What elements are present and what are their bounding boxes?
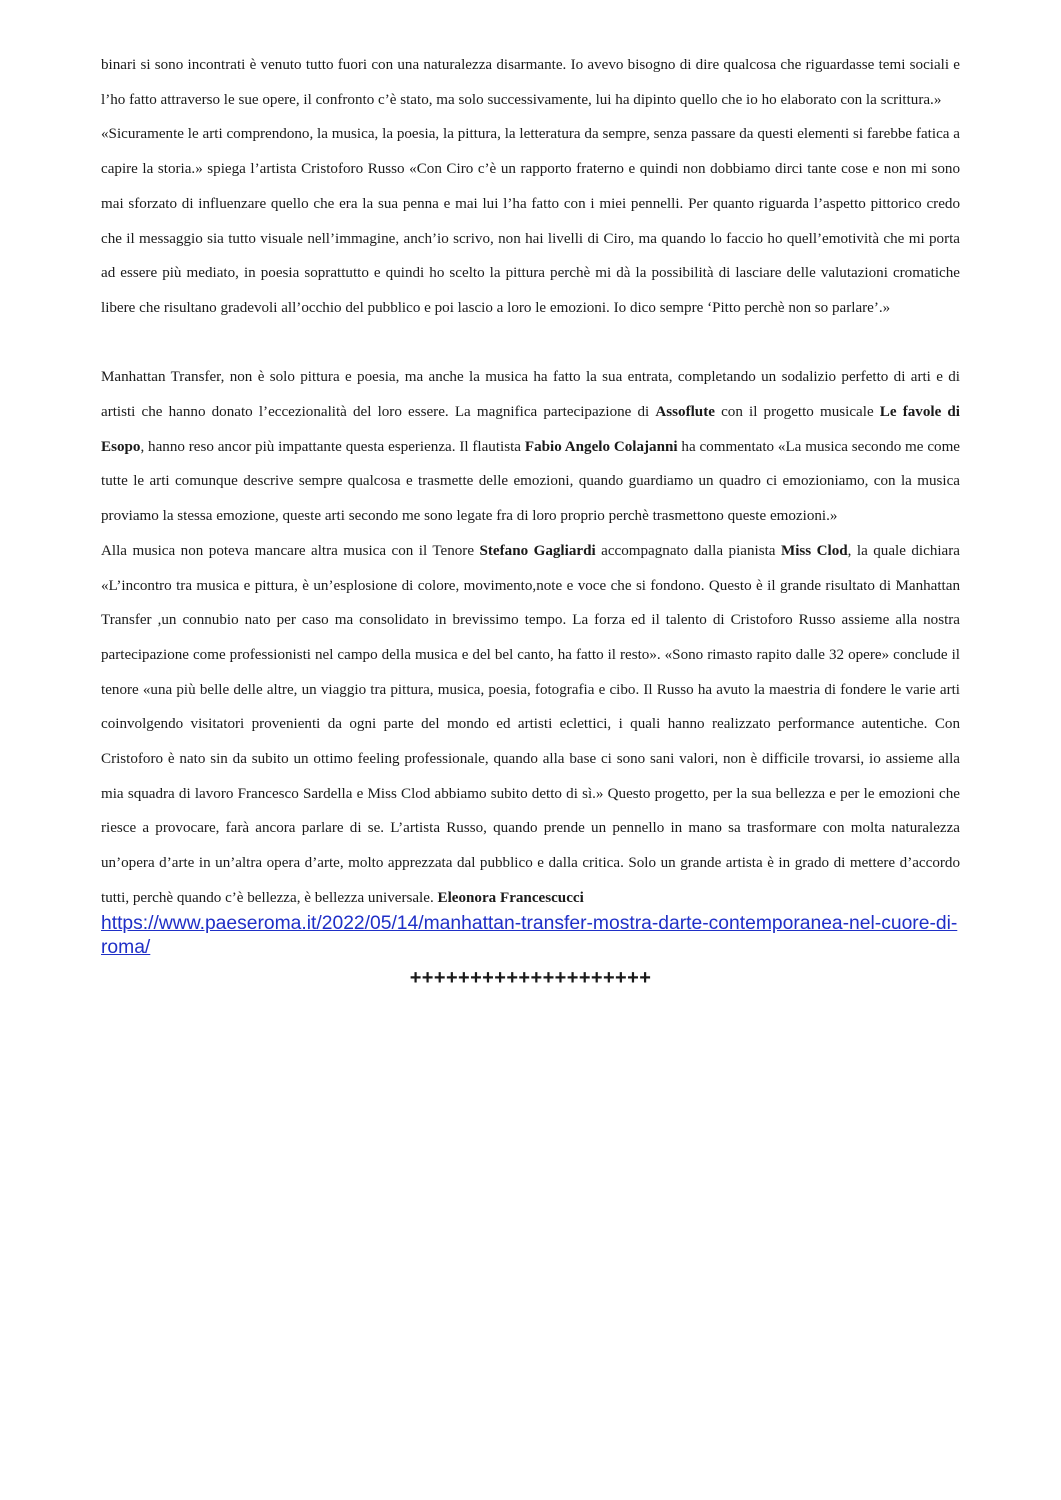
bold-tenor-name: Stefano Gagliardi [479, 542, 596, 559]
bold-flautist-name: Fabio Angelo Colajanni [524, 438, 678, 455]
source-link-line [101, 912, 960, 960]
text-run: accompagnato dalla pianista [595, 542, 781, 559]
bold-pianist-name: Miss Clod [780, 542, 848, 559]
paragraph-music-assoflute [101, 360, 960, 534]
paragraph-spacer [101, 326, 960, 361]
paragraph-cristoforo-russo: «Sicuramente le arti comprendono, la musica, la poesia, la pittura, la letteratura da sempre, senza passare da questi elementi si farebbe fatica a capire la storia.» spiega l’artista Cristoforo Russo «Con Ciro c’è un rapporto fraterno e quindi non dobbiamo dirci tante cose e non mi sono mai sforzato di influenzare quello che era la sua penna e mai lui l’ha fatto con i miei pennelli. Per quanto riguarda l’aspetto pittorico credo che il messaggio sia tutto visuale nell’immagine, anch’io scrivo, non hai livelli di Ciro, ma quando lo faccio ho quell’emotività che mi porta ad essere più mediato, in poesia soprattutto e quindi ho scelto la pittura perchè mi dà la possibilità di lasciare delle valutazioni cromatiche libere che risultano gradevoli all’occhio del pubblico e poi lascio a loro le emozioni. Io dico sempre ‘Pitto perchè non so parlare’.» [101, 126, 960, 316]
text-run: Alla musica non poteva mancare altra musica con il Tenore [101, 542, 480, 559]
text-run: con il progetto musicale [714, 404, 880, 421]
text-run: , la quale dichiara «L’incontro tra musica e pittura, è un’esplosione di colore, movimento,note e voce che si fondono. Questo è il grande risultato di Manhattan Transfer ,un connubio nato per caso ma consolidato in brevissimo tempo. La forza ed il talento di Cristoforo Russo assieme alla nostra partecipazione come professionisti nel campo della musica e del bel canto, ha fatto il resto». «Sono rimasto rapito dalle 32 opere» conclude il tenore «una più belle delle altre, un viaggio tra pittura, musica, poesia, fotografia e cibo. Il Russo ha avuto la maestria di fondere le varie arti coinvolgendo visitatori provenienti da ogni parte del mondo ed artisti eclettici, i quali hanno realizzato performance autentiche. Con Cristoforo è nato sin da subito un ottimo feeling professionale, quando alla base ci sono sani valori, non è difficile trovarsi, io assieme alla mia squadra di lavoro Francesco Sardella e Miss Clod abbiamo subito detto di sì.» Questo progetto, per la sua bellezza e per le emozioni che riesce a provocare, farà ancora parlare di se. L’artista Russo, quando prende un pennello in mano sa trasformare con molta naturalezza un’opera d’arte in un’altra opera d’arte, molto apprezzata dal pubblico e dalla critica. Solo un grande artista è in grado di mettere d’accordo tutti, perchè quando c’è bellezza, è bellezza universale. [101, 542, 960, 906]
bold-assoflute: Assoflute [655, 404, 715, 421]
paragraph-quote-end: binari si sono incontrati è venuto tutto fuori con una naturalezza disarmante. Io avevo bisogno di dire qualcosa che riguardasse temi sociali e l’ho fatto attraverso le sue opere, il confronto c’è stato, ma solo successivamente, lui ha dipinto quello che io ho elaborato con la scrittura.» [101, 57, 960, 108]
author-name: Eleonora Francescucci [437, 889, 584, 906]
text-run: , hanno reso ancor più impattante questa esperienza. Il flautista [140, 438, 525, 455]
paragraph-tenor-pianist [101, 534, 960, 916]
source-link[interactable]: https://www.paeseroma.it/2022/05/14/manhattan-transfer-mostra-darte-contemporanea-nel-cuore-di-roma/ [101, 912, 958, 958]
document-page [101, 48, 960, 990]
text-run: Manhattan Transfer, non è solo pittura e poesia, ma anche la musica ha fatto la sua entrata, completando un sodalizio perfetto di arti e di artisti che hanno donato l’eccezionalità del loro essere. La magnifica partecipazione di [101, 369, 960, 421]
separator-line: ++++++++++++++++++++ [409, 966, 652, 989]
bold-project-title: Le favole di Esopo [101, 404, 960, 455]
text-run: ha commentato «La musica secondo me come tutte le arti comunque descrive sempre qualcosa e trasmette delle emozioni, quando guardiamo un quadro ci emozioniamo, con la musica proviamo la stessa emozione, queste arti secondo me sono legate fra di loro proprio perchè trasmettono queste emozioni.» [101, 438, 961, 525]
